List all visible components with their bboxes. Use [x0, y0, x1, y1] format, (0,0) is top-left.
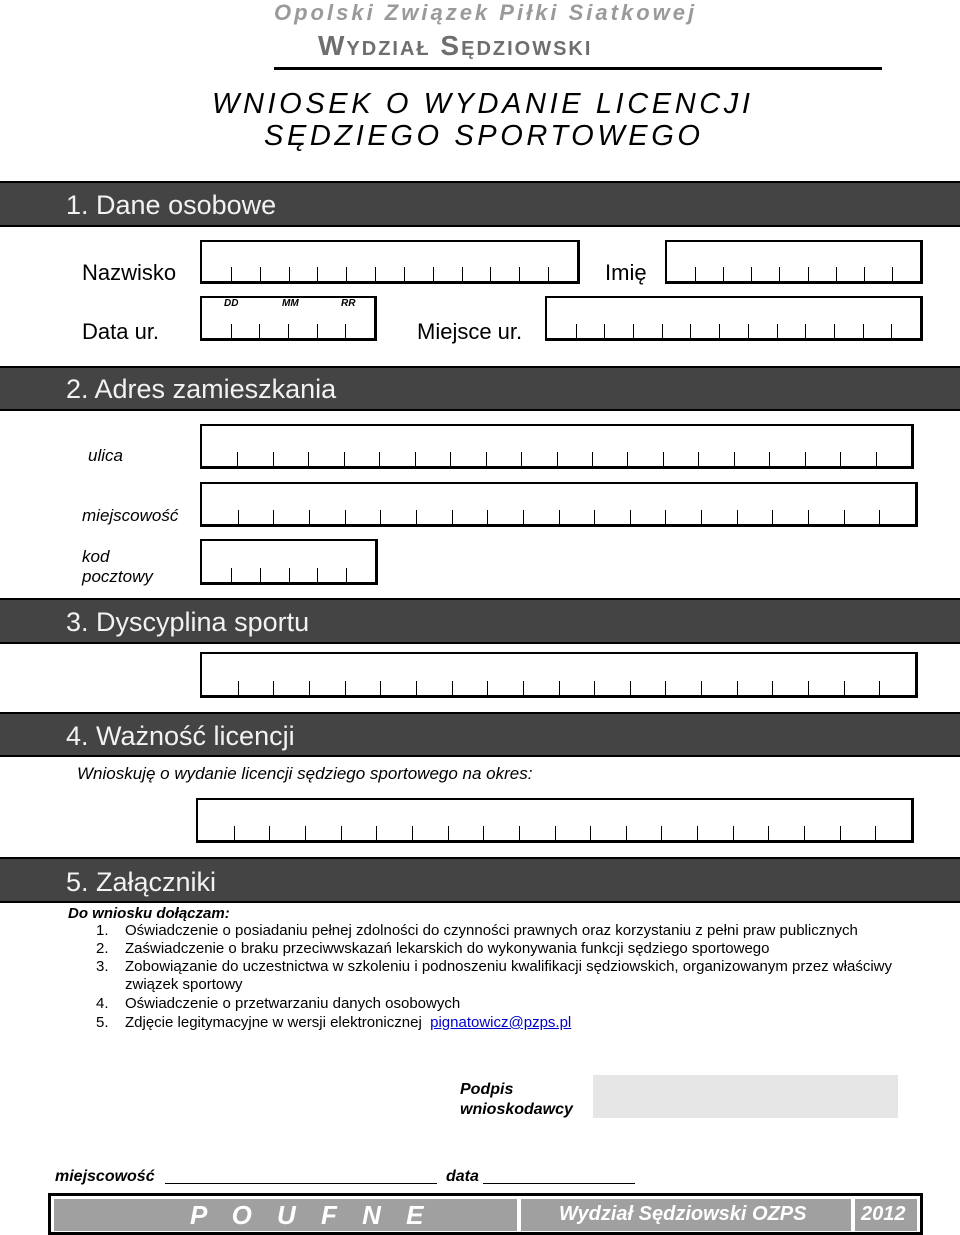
field-tick	[768, 826, 769, 840]
rr-hint: RR	[341, 298, 356, 309]
signature-field[interactable]	[593, 1075, 898, 1118]
attachment-number: 1.	[96, 922, 109, 939]
field-tick	[737, 681, 738, 695]
field-tick	[486, 452, 487, 466]
date-field[interactable]	[483, 1183, 635, 1184]
field-tick	[523, 681, 524, 695]
field-tick	[875, 826, 876, 840]
field-tick	[592, 452, 593, 466]
section-title: 5. Załączniki	[66, 867, 217, 897]
field-tick	[695, 267, 696, 281]
footer-year: 2012	[861, 1203, 906, 1225]
field-tick	[663, 452, 664, 466]
attachment-number: 5.	[96, 1014, 109, 1031]
field-tick	[259, 324, 260, 338]
field-tick	[379, 452, 380, 466]
place-field[interactable]	[165, 1183, 437, 1184]
field-tick	[317, 267, 318, 281]
field-tick	[836, 267, 837, 281]
field-tick	[523, 510, 524, 524]
field-tick	[719, 324, 720, 338]
org-name: Opolski Związek Piłki Siatkowej	[274, 0, 698, 25]
birth-date-label: Data ur.	[82, 319, 160, 344]
field-tick	[269, 826, 270, 840]
field-tick	[840, 452, 841, 466]
header-rule	[274, 67, 882, 70]
field-tick	[344, 452, 345, 466]
section-header-attachments	[0, 857, 960, 903]
field-tick	[876, 452, 877, 466]
field-tick	[779, 267, 780, 281]
dd-hint: DD	[224, 298, 239, 309]
field-tick	[317, 568, 318, 582]
footer-cell-year	[855, 1199, 917, 1231]
field-tick	[380, 681, 381, 695]
attachment-text: Zaświadczenie o braku przeciwwskazań lekarskich do wykonywania funkcji sędziego sportowego	[125, 940, 770, 957]
field-tick	[375, 267, 376, 281]
field-tick	[808, 510, 809, 524]
section-header-discipline	[0, 598, 960, 644]
field-tick	[345, 510, 346, 524]
field-tick	[273, 681, 274, 695]
field-tick	[626, 826, 627, 840]
field-tick	[804, 826, 805, 840]
field-tick	[345, 324, 346, 338]
surname-label: Nazwisko	[82, 260, 177, 285]
street-field[interactable]	[200, 424, 914, 469]
field-tick	[733, 826, 734, 840]
form-title-line2: SĘDZIEGO SPORTOWEGO	[264, 120, 704, 152]
field-tick	[748, 324, 749, 338]
field-tick	[376, 826, 377, 840]
field-tick	[892, 267, 893, 281]
section-title: 2. Adres zamieszkania	[66, 374, 337, 404]
attachment-text: Oświadczenie o przetwarzaniu danych osobowych	[125, 995, 461, 1012]
city-label: miejscowość	[82, 506, 179, 525]
discipline-field[interactable]	[200, 652, 918, 698]
field-tick	[238, 510, 239, 524]
field-tick	[309, 681, 310, 695]
field-tick	[834, 324, 835, 338]
field-tick	[808, 681, 809, 695]
footer-cell-poufne	[54, 1199, 517, 1231]
footer-bar	[48, 1193, 923, 1235]
field-tick	[555, 826, 556, 840]
field-tick	[633, 324, 634, 338]
field-tick	[309, 510, 310, 524]
field-tick	[690, 324, 691, 338]
field-tick	[462, 267, 463, 281]
field-tick	[777, 324, 778, 338]
field-tick	[416, 681, 417, 695]
field-tick	[487, 510, 488, 524]
form-title-line1: WNIOSEK O WYDANIE LICENCJI	[212, 88, 754, 120]
field-tick	[273, 510, 274, 524]
attachment-text-label: Zdjęcie legitymacyjne w wersji elektronicznej	[125, 1014, 422, 1031]
field-tick	[627, 452, 628, 466]
field-tick	[519, 267, 520, 281]
field-tick	[864, 267, 865, 281]
field-tick	[548, 267, 549, 281]
field-tick	[844, 681, 845, 695]
field-tick	[289, 267, 290, 281]
field-tick	[288, 324, 289, 338]
field-tick	[751, 267, 752, 281]
field-tick	[231, 324, 232, 338]
field-tick	[448, 826, 449, 840]
date-label: data	[446, 1168, 479, 1185]
field-tick	[490, 267, 491, 281]
email-link[interactable]: pignatowicz@pzps.pl	[430, 1014, 572, 1031]
field-tick	[557, 452, 558, 466]
attachment-text: Oświadczenie o posiadaniu pełnej zdolności do czynności prawnych oraz korzystaniu z pełni praw publicznych	[125, 922, 858, 939]
field-tick	[238, 681, 239, 695]
city-field[interactable]	[200, 482, 918, 527]
field-tick	[594, 681, 595, 695]
field-tick	[734, 452, 735, 466]
field-tick	[604, 324, 605, 338]
field-tick	[346, 568, 347, 582]
street-label: ulica	[88, 446, 123, 465]
dept-name: Wydział Sędziowski	[318, 30, 593, 61]
field-tick	[665, 510, 666, 524]
attachment-number: 2.	[96, 940, 109, 957]
field-tick	[416, 510, 417, 524]
section-header-personal	[0, 181, 960, 227]
field-tick	[805, 452, 806, 466]
field-tick	[345, 681, 346, 695]
field-tick	[289, 568, 290, 582]
field-tick	[231, 568, 232, 582]
postal-code-field[interactable]	[200, 539, 378, 585]
field-tick	[844, 510, 845, 524]
confidential-label: P O U F N E	[190, 1200, 433, 1230]
field-tick	[452, 681, 453, 695]
attachments-heading: Do wniosku dołączam:	[68, 905, 230, 922]
section-title: 3. Dyscyplina sportu	[66, 607, 310, 637]
field-tick	[879, 681, 880, 695]
name-label: Imię	[605, 260, 647, 285]
mm-hint: MM	[282, 298, 299, 309]
field-tick	[891, 324, 892, 338]
footer-dept: Wydział Sędziowski OZPS	[559, 1203, 807, 1225]
field-tick	[769, 452, 770, 466]
field-tick	[308, 452, 309, 466]
section-title: 4. Ważność licencji	[66, 721, 295, 751]
field-tick	[305, 826, 306, 840]
field-tick	[231, 267, 232, 281]
field-tick	[662, 324, 663, 338]
field-tick	[723, 267, 724, 281]
field-tick	[317, 324, 318, 338]
field-tick	[412, 826, 413, 840]
postal-label-line2: pocztowy	[82, 567, 153, 586]
validity-field[interactable]	[196, 798, 914, 843]
postal-label-line1: kod	[82, 547, 110, 566]
signature-label	[460, 1080, 573, 1120]
birth-place-label: Miejsce ur.	[417, 319, 523, 344]
name-field[interactable]	[665, 240, 923, 284]
field-tick	[433, 267, 434, 281]
field-tick	[380, 510, 381, 524]
field-tick	[404, 267, 405, 281]
surname-field[interactable]	[200, 240, 580, 284]
field-tick	[273, 452, 274, 466]
section-header-validity	[0, 712, 960, 757]
field-tick	[576, 324, 577, 338]
field-tick	[521, 452, 522, 466]
field-tick	[701, 510, 702, 524]
field-tick	[519, 826, 520, 840]
field-tick	[772, 681, 773, 695]
field-tick	[737, 510, 738, 524]
field-tick	[698, 452, 699, 466]
field-tick	[487, 681, 488, 695]
attachment-text: Zobowiązanie do uczestnictwa w szkoleniu i podnoszeniu kwalifikacji sędziowskich, organizowanym przez właściwy związek sportowy	[125, 958, 893, 993]
attachment-number: 3.	[96, 958, 109, 975]
field-tick	[483, 826, 484, 840]
field-tick	[234, 826, 235, 840]
field-tick	[346, 267, 347, 281]
attachment-number: 4.	[96, 995, 109, 1012]
field-tick	[772, 510, 773, 524]
field-tick	[237, 452, 238, 466]
footer-cell-dept	[521, 1199, 851, 1231]
field-tick	[697, 826, 698, 840]
field-tick	[630, 510, 631, 524]
signature-label-line1: Podpis	[460, 1081, 514, 1098]
field-tick	[341, 826, 342, 840]
signature-label-line2: wnioskodawcy	[460, 1101, 573, 1118]
validity-text: Wnioskuję o wydanie licencji sędziego sportowego na okres:	[77, 764, 533, 783]
field-tick	[260, 568, 261, 582]
field-tick	[559, 681, 560, 695]
section-title: 1. Dane osobowe	[66, 190, 277, 220]
place-label: miejscowość	[55, 1168, 155, 1185]
field-tick	[701, 681, 702, 695]
field-tick	[808, 267, 809, 281]
field-tick	[863, 324, 864, 338]
field-tick	[559, 510, 560, 524]
field-tick	[590, 826, 591, 840]
birth-place-field[interactable]	[545, 296, 923, 341]
field-tick	[415, 452, 416, 466]
field-tick	[630, 681, 631, 695]
field-tick	[594, 510, 595, 524]
section-header-address	[0, 366, 960, 411]
field-tick	[665, 681, 666, 695]
field-tick	[661, 826, 662, 840]
field-tick	[260, 267, 261, 281]
attachment-text	[125, 1014, 925, 1032]
field-tick	[450, 452, 451, 466]
field-tick	[452, 510, 453, 524]
field-tick	[879, 510, 880, 524]
field-tick	[840, 826, 841, 840]
field-tick	[805, 324, 806, 338]
